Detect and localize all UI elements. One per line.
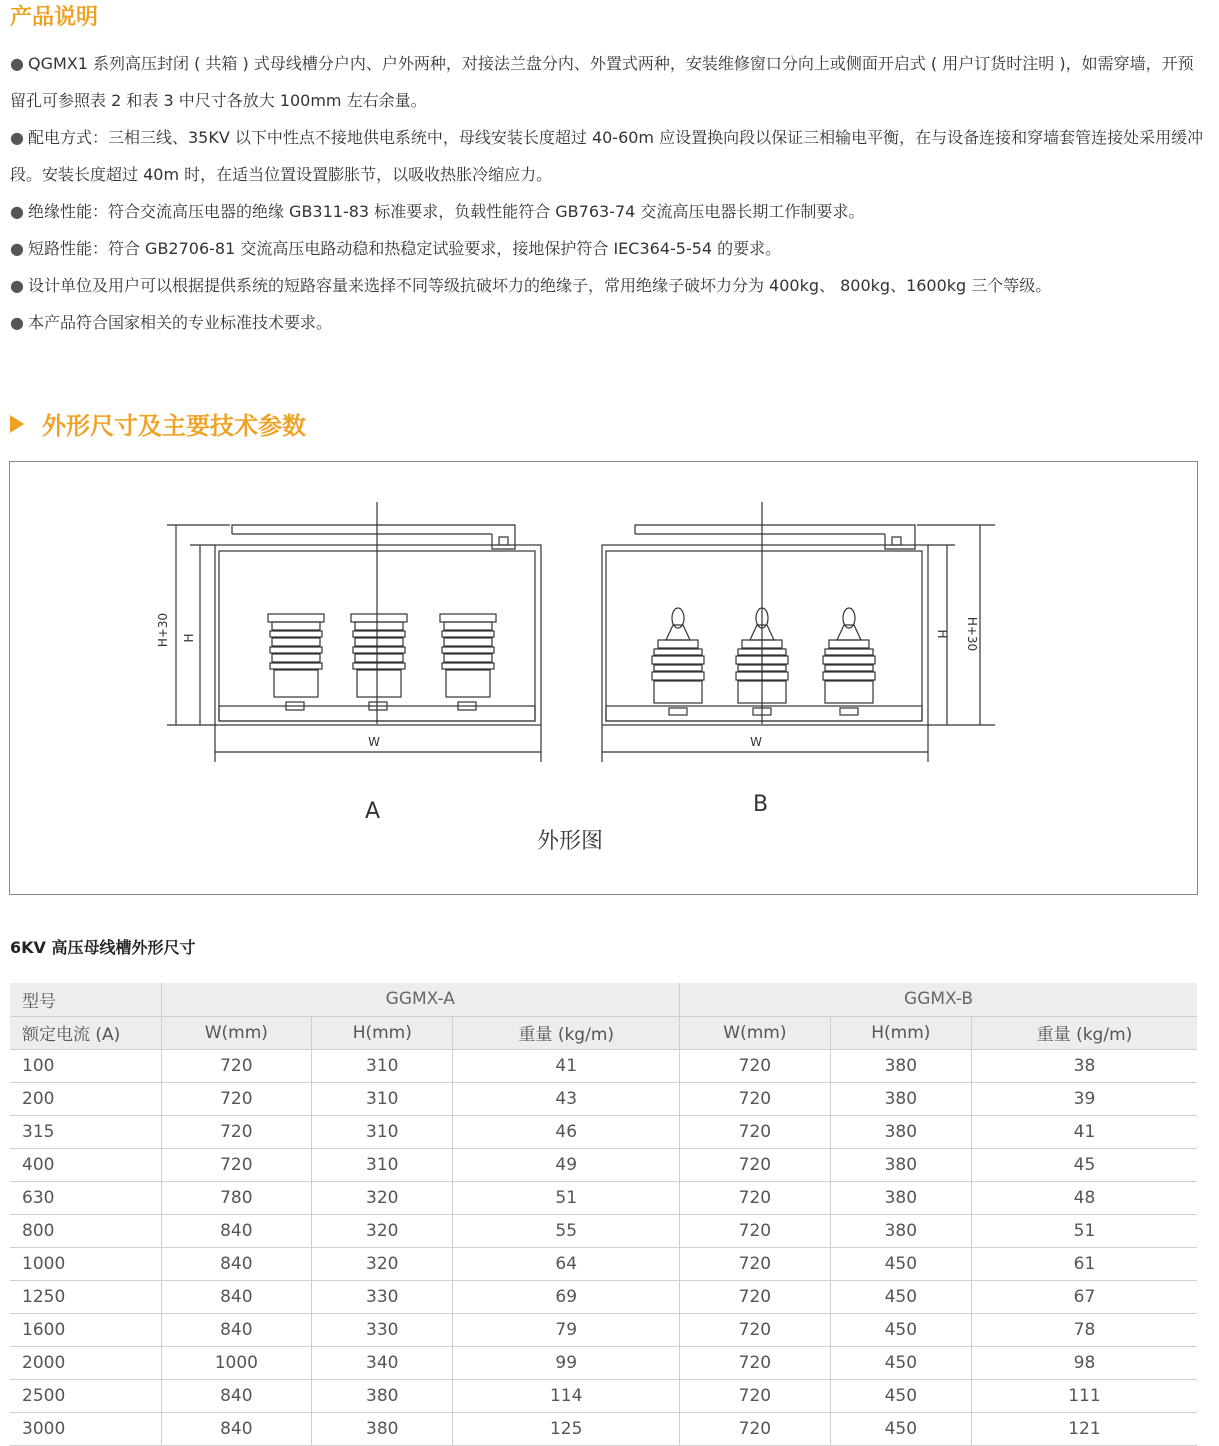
table-cell: 46	[453, 1115, 680, 1148]
table-cell: 840	[161, 1412, 312, 1445]
bullet-text: 本产品符合国家相关的专业标准技术要求。	[27, 313, 332, 332]
table-cell: 450	[830, 1280, 971, 1313]
dim-label-h30-b: H+30	[965, 616, 979, 652]
table-cell: 315	[10, 1115, 161, 1148]
table-cell: 840	[161, 1280, 312, 1313]
header-group-a: GGMX-A	[161, 983, 680, 1016]
dim-label-h-b: H	[935, 629, 949, 639]
table-cell: 61	[971, 1247, 1197, 1280]
bullet-text: QGMX1 系列高压封闭 ( 共箱 ) 式母线槽分户内、户外两种，对接法兰盘分内、外置式两种，安装维修窗口分向上或侧面开启式 ( 用户订货时注明 )，如需穿墙，开预留孔可参照表 2 和表 3 中尺寸各放大 100mm 左右余量。	[10, 54, 1194, 110]
table-cell: 69	[453, 1280, 680, 1313]
table-cell: 2500	[10, 1379, 161, 1412]
table-cell: 38	[971, 1049, 1197, 1082]
table-row	[10, 1181, 1197, 1214]
table-row	[10, 1148, 1197, 1181]
table-row	[10, 1247, 1197, 1280]
dim-label-w-b: W	[750, 735, 762, 749]
table-cell: 121	[971, 1412, 1197, 1445]
bullet-text: 设计单位及用户可以根据提供系统的短路容量来选择不同等级抗破坏力的绝缘子，常用绝缘子破坏力分为 400kg、 800kg、1600kg 三个等级。	[27, 276, 1052, 295]
table-cell: 720	[680, 1115, 831, 1148]
bullet-dot-icon: ●	[10, 313, 24, 332]
table-cell: 720	[680, 1214, 831, 1247]
table-title: 6KV 高压母线槽外形尺寸	[10, 938, 196, 957]
table-cell: 1000	[161, 1346, 312, 1379]
bullet-text: 绝缘性能：符合交流高压电器的绝缘 GB311-83 标准要求，负载性能符合 GB763-74 交流高压电器长期工作制要求。	[27, 202, 865, 221]
table-cell: 43	[453, 1082, 680, 1115]
table-row	[10, 1280, 1197, 1313]
table-cell: 330	[312, 1280, 453, 1313]
table-cell: 380	[830, 1049, 971, 1082]
table-cell: 630	[10, 1181, 161, 1214]
bullet-item	[10, 119, 1205, 193]
bullet-item	[10, 193, 1205, 230]
section-title-dimensions: 外形尺寸及主要技术参数	[42, 412, 306, 440]
table-cell: 114	[453, 1379, 680, 1412]
table-cell: 780	[161, 1181, 312, 1214]
table-cell: 48	[971, 1181, 1197, 1214]
table-cell: 98	[971, 1346, 1197, 1379]
table-cell: 67	[971, 1280, 1197, 1313]
table-cell: 720	[161, 1082, 312, 1115]
table-row	[10, 1346, 1197, 1379]
table-cell: 380	[830, 1181, 971, 1214]
table-cell: 3000	[10, 1412, 161, 1445]
dim-label-h30-a: H+30	[156, 612, 170, 648]
section-heading-dimensions	[10, 406, 306, 441]
table-cell: 99	[453, 1346, 680, 1379]
table-cell: 125	[453, 1412, 680, 1445]
table-cell: 400	[10, 1148, 161, 1181]
table-cell: 450	[830, 1313, 971, 1346]
table-cell: 320	[312, 1214, 453, 1247]
table-cell: 310	[312, 1082, 453, 1115]
bullet-item	[10, 45, 1205, 119]
table-cell: 310	[312, 1049, 453, 1082]
table-cell: 45	[971, 1148, 1197, 1181]
table-cell: 720	[680, 1082, 831, 1115]
table-cell: 720	[680, 1181, 831, 1214]
table-cell: 720	[680, 1148, 831, 1181]
table-cell: 2000	[10, 1346, 161, 1379]
table-row	[10, 1049, 1197, 1082]
table-cell: 340	[312, 1346, 453, 1379]
header-cell: W(mm)	[161, 1016, 312, 1049]
table-cell: 64	[453, 1247, 680, 1280]
table-cell: 720	[680, 1049, 831, 1082]
header-cell: 重量 (kg/m)	[453, 1016, 680, 1049]
table-cell: 720	[680, 1313, 831, 1346]
table-row	[10, 1313, 1197, 1346]
table-cell: 840	[161, 1214, 312, 1247]
dim-label-w-a: W	[368, 735, 380, 749]
table-row	[10, 1115, 1197, 1148]
table-cell: 840	[161, 1379, 312, 1412]
table-cell: 450	[830, 1379, 971, 1412]
table-cell: 450	[830, 1247, 971, 1280]
table-cell: 320	[312, 1247, 453, 1280]
table-cell: 720	[680, 1280, 831, 1313]
figure-label-a: A	[365, 799, 381, 824]
description-bullets	[10, 45, 1205, 341]
table-cell: 380	[830, 1115, 971, 1148]
table-subheader-row	[10, 1016, 1197, 1049]
table-cell: 78	[971, 1313, 1197, 1346]
table-cell: 330	[312, 1313, 453, 1346]
bullet-item	[10, 230, 1205, 267]
table-cell: 111	[971, 1379, 1197, 1412]
table-cell: 310	[312, 1115, 453, 1148]
bullet-dot-icon: ●	[10, 202, 24, 221]
table-cell: 380	[830, 1214, 971, 1247]
bullet-item	[10, 267, 1205, 304]
table-cell: 720	[680, 1379, 831, 1412]
table-cell: 310	[312, 1148, 453, 1181]
table-cell: 200	[10, 1082, 161, 1115]
table-cell: 380	[312, 1379, 453, 1412]
header-cell: H(mm)	[830, 1016, 971, 1049]
bullet-dot-icon: ●	[10, 239, 24, 258]
table-cell: 720	[680, 1412, 831, 1445]
table-cell: 380	[312, 1412, 453, 1445]
dimensions-table	[10, 983, 1197, 1446]
table-cell: 720	[161, 1049, 312, 1082]
figure-label-b: B	[753, 792, 769, 817]
figure-caption: 外形图	[537, 829, 604, 854]
table-cell: 41	[453, 1049, 680, 1082]
table-cell: 380	[830, 1082, 971, 1115]
table-cell: 49	[453, 1148, 680, 1181]
bullet-item	[10, 304, 1205, 341]
section-title-product-description: 产品说明	[10, 5, 99, 30]
table-cell: 1600	[10, 1313, 161, 1346]
table-cell: 450	[830, 1346, 971, 1379]
outline-figure	[9, 461, 1198, 895]
bullet-text: 短路性能：符合 GB2706-81 交流高压电路动稳和热稳定试验要求，接地保护符合 IEC364-5-54 的要求。	[27, 239, 782, 258]
table-cell: 320	[312, 1181, 453, 1214]
header-model: 型号	[10, 983, 161, 1016]
bullet-dot-icon: ●	[10, 128, 24, 147]
table-cell: 840	[161, 1247, 312, 1280]
header-cell: 重量 (kg/m)	[971, 1016, 1197, 1049]
table-cell: 1000	[10, 1247, 161, 1280]
table-row	[10, 1082, 1197, 1115]
table-cell: 840	[161, 1313, 312, 1346]
bullet-text: 配电方式：三相三线、35KV 以下中性点不接地供电系统中，母线安装长度超过 40-60m 应设置换向段以保证三相输电平衡，在与设备连接和穿墙套管连接处采用缓冲段。安装长度超过 40m 时，在适当位置设置膨胀节，以吸收热胀冷缩应力。	[10, 128, 1204, 184]
table-cell: 1250	[10, 1280, 161, 1313]
table-cell: 79	[453, 1313, 680, 1346]
bullet-dot-icon: ●	[10, 276, 24, 295]
table-cell: 720	[680, 1346, 831, 1379]
table-cell: 51	[453, 1181, 680, 1214]
header-cell: H(mm)	[312, 1016, 453, 1049]
table-cell: 100	[10, 1049, 161, 1082]
drawing-a	[167, 502, 541, 762]
table-cell: 51	[971, 1214, 1197, 1247]
table-cell: 450	[830, 1412, 971, 1445]
table-row	[10, 1412, 1197, 1445]
header-cell: 额定电流 (A)	[10, 1016, 161, 1049]
triangle-marker-icon	[10, 415, 24, 433]
dim-label-h-a: H	[182, 633, 196, 643]
table-row	[10, 1214, 1197, 1247]
header-group-b: GGMX-B	[680, 983, 1197, 1016]
table-cell: 55	[453, 1214, 680, 1247]
header-cell: W(mm)	[680, 1016, 831, 1049]
outline-drawing	[10, 462, 1199, 896]
table-cell: 41	[971, 1115, 1197, 1148]
table-cell: 800	[10, 1214, 161, 1247]
table-cell: 720	[680, 1247, 831, 1280]
table-cell: 39	[971, 1082, 1197, 1115]
table-header-row	[10, 983, 1197, 1016]
table-cell: 720	[161, 1148, 312, 1181]
table-cell: 720	[161, 1115, 312, 1148]
bullet-dot-icon: ●	[10, 54, 24, 73]
table-cell: 380	[830, 1148, 971, 1181]
table-row	[10, 1379, 1197, 1412]
